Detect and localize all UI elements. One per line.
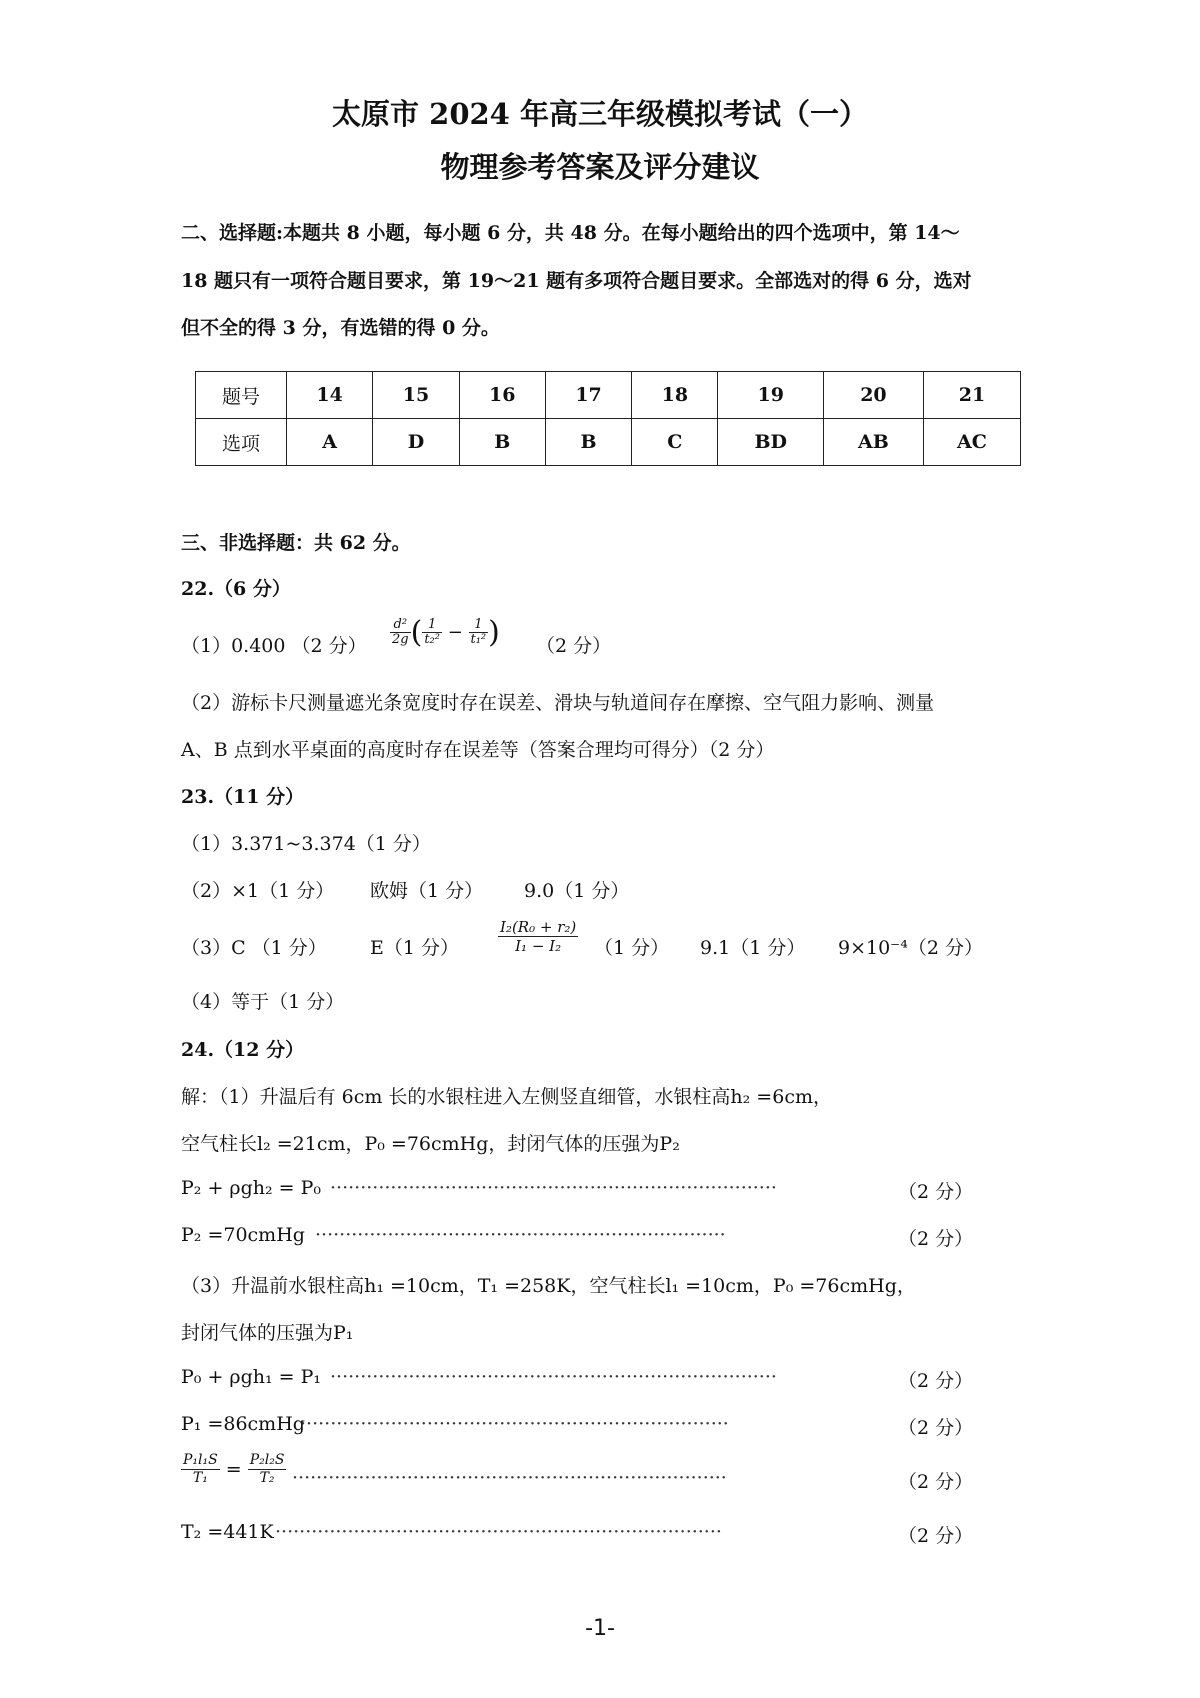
- table-cell-number: 15: [373, 372, 459, 419]
- q23-answer3-part3: （1 分）: [594, 937, 670, 959]
- q23-answer3-part2: E（1 分）: [370, 937, 459, 959]
- q22-formula: $\frac{\text{d²}}{2g}$ ( $\frac{1}{\text{t₂²}}$ − $\frac{1}{\text{t₁²}}$ ): [392, 615, 500, 650]
- q23-formula: $\frac{\text{I₂(R₀ + r₂)}}{\text{I₁ − I₂}}$: [500, 918, 577, 955]
- table-cell-answer: AB: [823, 419, 923, 466]
- q24-equation2: P₂ =70cmHg: [181, 1224, 305, 1246]
- q24-line4: 封闭气体的压强为P₁: [181, 1322, 354, 1344]
- section2-line3: 但不全的得 3 分，有选错的得 0 分。: [181, 317, 500, 339]
- q23-answer2-part3: 9.0（1 分）: [524, 880, 630, 902]
- table-cell-answer: B: [545, 419, 631, 466]
- q22-answer1-prefix: （1）0.400 （2 分）: [181, 635, 367, 657]
- q23-answer3-part5: 9×10⁻⁴（2 分）: [838, 937, 983, 959]
- q24-score5: （2 分）: [898, 1471, 974, 1493]
- dotted-leader: ····································································: [315, 1224, 726, 1246]
- table-cell-answer: AC: [923, 419, 1020, 466]
- table-cell-answer: B: [459, 419, 545, 466]
- dotted-leader: ·······································································: [300, 1413, 729, 1435]
- q22-heading: 22.（6 分）: [181, 578, 291, 600]
- q24-equation6: T₂ =441K: [181, 1521, 274, 1543]
- q24-equation3: P₀ + ρgh₁ = P₁: [181, 1366, 321, 1388]
- q24-score1: （2 分）: [898, 1181, 974, 1203]
- title-main: 太原市 2024 年高三年级模拟考试（一）: [332, 97, 868, 131]
- q24-equation5: $\frac{\text{P₁l₁S}}{\text{T₁}}$ = $\frac{\text{P₂l₂S}}{\text{T₂}}$: [183, 1452, 285, 1486]
- title-sub: 物理参考答案及评分建议: [440, 150, 760, 184]
- table-cell-number: 14: [287, 372, 373, 419]
- q23-answer3-part1: （3）C （1 分）: [181, 937, 327, 959]
- q23-answer1: （1）3.371~3.374（1 分）: [181, 833, 431, 855]
- q24-line3: （3）升温前水银柱高h₁ =10cm，T₁ =258K，空气柱长l₁ =10cm，P₀ =76cmHg，: [181, 1275, 916, 1297]
- table-cell-number: 21: [923, 372, 1020, 419]
- table-answer-label: 选项: [196, 419, 287, 466]
- table-cell-number: 18: [632, 372, 718, 419]
- dotted-leader: ········································································: [292, 1467, 727, 1489]
- q24-equation1: P₂ + ρgh₂ = P₀: [181, 1177, 321, 1199]
- table-cell-answer: A: [287, 419, 373, 466]
- q24-score6: （2 分）: [898, 1525, 974, 1547]
- table-row-numbers: [196, 372, 1021, 419]
- page-number: -1-: [585, 1616, 615, 1641]
- table-cell-number: 17: [545, 372, 631, 419]
- dotted-leader: ··········································································: [330, 1366, 777, 1388]
- q23-heading: 23.（11 分）: [181, 786, 305, 808]
- answer-table: [195, 371, 1021, 466]
- q23-answer2-part1: （2）×1（1 分）: [181, 880, 335, 902]
- section2-line2: 18 题只有一项符合题目要求，第 19～21 题有多项符合题目要求。全部选对的得 6 分，选对: [181, 270, 972, 292]
- table-cell-number: 19: [718, 372, 823, 419]
- table-cell-answer: C: [632, 419, 718, 466]
- q23-answer4: （4）等于（1 分）: [181, 991, 345, 1013]
- table-header-label: 题号: [196, 372, 287, 419]
- q23-answer3-part4: 9.1（1 分）: [700, 937, 806, 959]
- q24-line1: 解：（1）升温后有 6cm 长的水银柱进入左侧竖直细管，水银柱高h₂ =6cm，: [181, 1086, 832, 1108]
- q22-answer1-score: （2 分）: [536, 635, 612, 657]
- q23-answer2-part2: 欧姆（1 分）: [370, 880, 484, 902]
- q22-answer2-line2: A、B 点到水平桌面的高度时存在误差等（答案合理均可得分）（2 分）: [181, 739, 775, 761]
- dotted-leader: ··········································································: [275, 1521, 722, 1543]
- section2-line1: 二、选择题:本题共 8 小题，每小题 6 分，共 48 分。在每小题给出的四个选项中，第 14～: [181, 222, 960, 244]
- table-cell-answer: D: [373, 419, 459, 466]
- table-row-answers: [196, 419, 1021, 466]
- q24-score2: （2 分）: [898, 1228, 974, 1250]
- q24-line2: 空气柱长l₂ =21cm，P₀ =76cmHg，封闭气体的压强为P₂: [181, 1133, 680, 1155]
- q22-answer2-line1: （2）游标卡尺测量遮光条宽度时存在误差、滑块与轨道间存在摩擦、空气阻力影响、测量: [181, 692, 935, 714]
- table-cell-answer: BD: [718, 419, 823, 466]
- q24-score3: （2 分）: [898, 1370, 974, 1392]
- q24-score4: （2 分）: [898, 1417, 974, 1439]
- q24-heading: 24.（12 分）: [181, 1039, 305, 1061]
- q24-equation4: P₁ =86cmHg: [181, 1413, 305, 1435]
- section3-heading: 三、非选择题：共 62 分。: [181, 532, 411, 554]
- table-cell-number: 20: [823, 372, 923, 419]
- table-cell-number: 16: [459, 372, 545, 419]
- dotted-leader: ··········································································: [330, 1177, 777, 1199]
